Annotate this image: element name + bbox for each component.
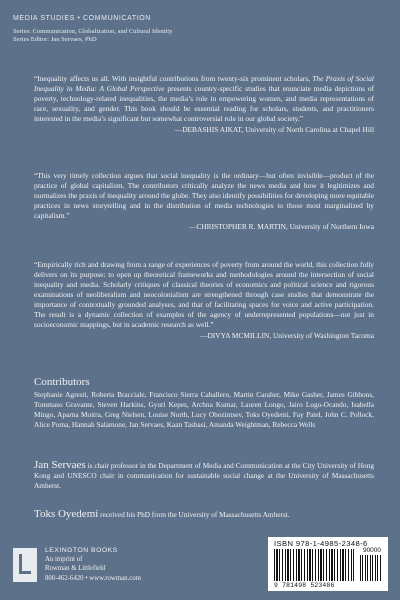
endorsement-attribution: —DIVYA MCMILLIN, University of Washington Tacoma bbox=[200, 331, 374, 340]
book-title: The Praxis of Social Inequality in Media: A Global Perspective bbox=[34, 74, 374, 93]
endorsement-text: “This very timely collection argues that social inequality is the ordinary—but often invisible—product of the practice of global capitalism. The contributors critically analyze the news media and how it legitimizes and normalizes the praxis of inequality around the globe. They also identify possibilities for developing more equitable practices in news storytelling and in the distribution of media technologies to those most marginalized by capitalism.” bbox=[34, 171, 374, 220]
contributors-list: Stephanie Agresti, Roberta Bracciale, Francisco Sierra Caballero, Martin Caraher, Mike Gasher, James Gibbons, Tommaso Gravante, Steven Harkins, Gyuri Kepes, Archna Kumar, Lauren Longo, Jairo Lugo-Ocando, Isabella Mingo, Aparna Moitra, Greg Nielsen, Louise North, Lucy Obozintsev, Toks Oyedemi, Fay Patel, John C. Pollock, Alice Poma, Hannah Salamone, Jan Servaes, Kaan Tasbasi, Amanda Weightman, Rebecca Wells bbox=[34, 390, 374, 429]
endorsement-mcmillin bbox=[34, 260, 374, 341]
isbn-barcode bbox=[268, 537, 388, 591]
series-title: Series: Communication, Globalization, and Cultural Identity bbox=[13, 28, 173, 35]
contributors-heading: Contributors bbox=[34, 376, 90, 388]
series-editor: Series Editor: Jan Servaes, PhD bbox=[13, 36, 97, 43]
editor-bio-servaes bbox=[34, 460, 374, 491]
barcode-bars-icon bbox=[274, 549, 354, 581]
endorsement-text: “Empirically rich and drawing from a range of experiences of poverty from around the world, this collection fully delivers on its purpose: to open up theoretical frameworks and methodologies around the intersection of social inequality and media. Scholarly critiques of classical theories of economics and political science and rigorous examinations of neoliberalism and neocolonialism are strengthened through case studies that demonstrate the importance of contextually grounded analyses, and that of facilitating spaces for voice and active participation. The result is a dynamic collection of examples of the agency of underrepresented populations—not just in socioeconomic mappings, but in academic research as well.” bbox=[34, 260, 374, 329]
publisher-info bbox=[45, 546, 205, 583]
bio-text: received his PhD from the University of Massachusetts Amherst. bbox=[98, 510, 290, 519]
endorsement-aikat bbox=[34, 74, 374, 135]
editor-bio-oyedemi bbox=[34, 509, 374, 520]
publisher-logo-icon bbox=[13, 548, 37, 582]
series-header bbox=[13, 14, 387, 44]
isbn-number: ISBN 978-1-4985-2348-6 bbox=[274, 539, 368, 548]
barcode-digits: 9 781498 523486 bbox=[274, 582, 335, 589]
bio-name: Toks Oyedemi bbox=[34, 508, 99, 520]
publisher-contact: 800-462-6420 • www.rowman.com bbox=[45, 574, 141, 582]
endorsement-martin bbox=[34, 171, 374, 232]
publisher-block bbox=[13, 546, 213, 594]
contributors-section bbox=[34, 376, 374, 430]
bio-text: is chair professor in the Department of Media and Communication at the City University of Hong Kong and UNESCO chair in communication for sustainable social change at the University of Massachusetts Amherst. bbox=[34, 461, 375, 490]
endorsement-attribution: —CHRISTOPHER R. MARTIN, University of Northern Iowa bbox=[189, 222, 374, 231]
endorsement-text: “Inequality affects us all. With insightful contributions from twenty-six prominent scholars, The Praxis of Social Inequality in Media: A Global Perspective presents country-specific studies that enunciate media depictions of poverty, technology-related inequalities, the media’s role in empowering women, and media representations of race, sexuality, and gender. This book should be essential reading for scholars, students, and practitioners interested in the media’s significant but somewhat controversial role in our global society.” bbox=[34, 74, 374, 123]
imprint-line: An imprint of bbox=[45, 556, 83, 564]
bio-name: Jan Servaes bbox=[34, 459, 86, 471]
publisher-name: LEXINGTON BOOKS bbox=[45, 547, 118, 554]
endorsement-attribution: —DEBASHIS AIKAT, University of North Carolina at Chapel Hill bbox=[174, 125, 374, 134]
barcode-addon-bars-icon bbox=[360, 555, 382, 581]
imprint-parent: Rowman & Littlefield bbox=[45, 565, 106, 573]
subject-category: MEDIA STUDIES • COMMUNICATION bbox=[13, 15, 151, 22]
price-code: 90000 bbox=[362, 547, 382, 554]
